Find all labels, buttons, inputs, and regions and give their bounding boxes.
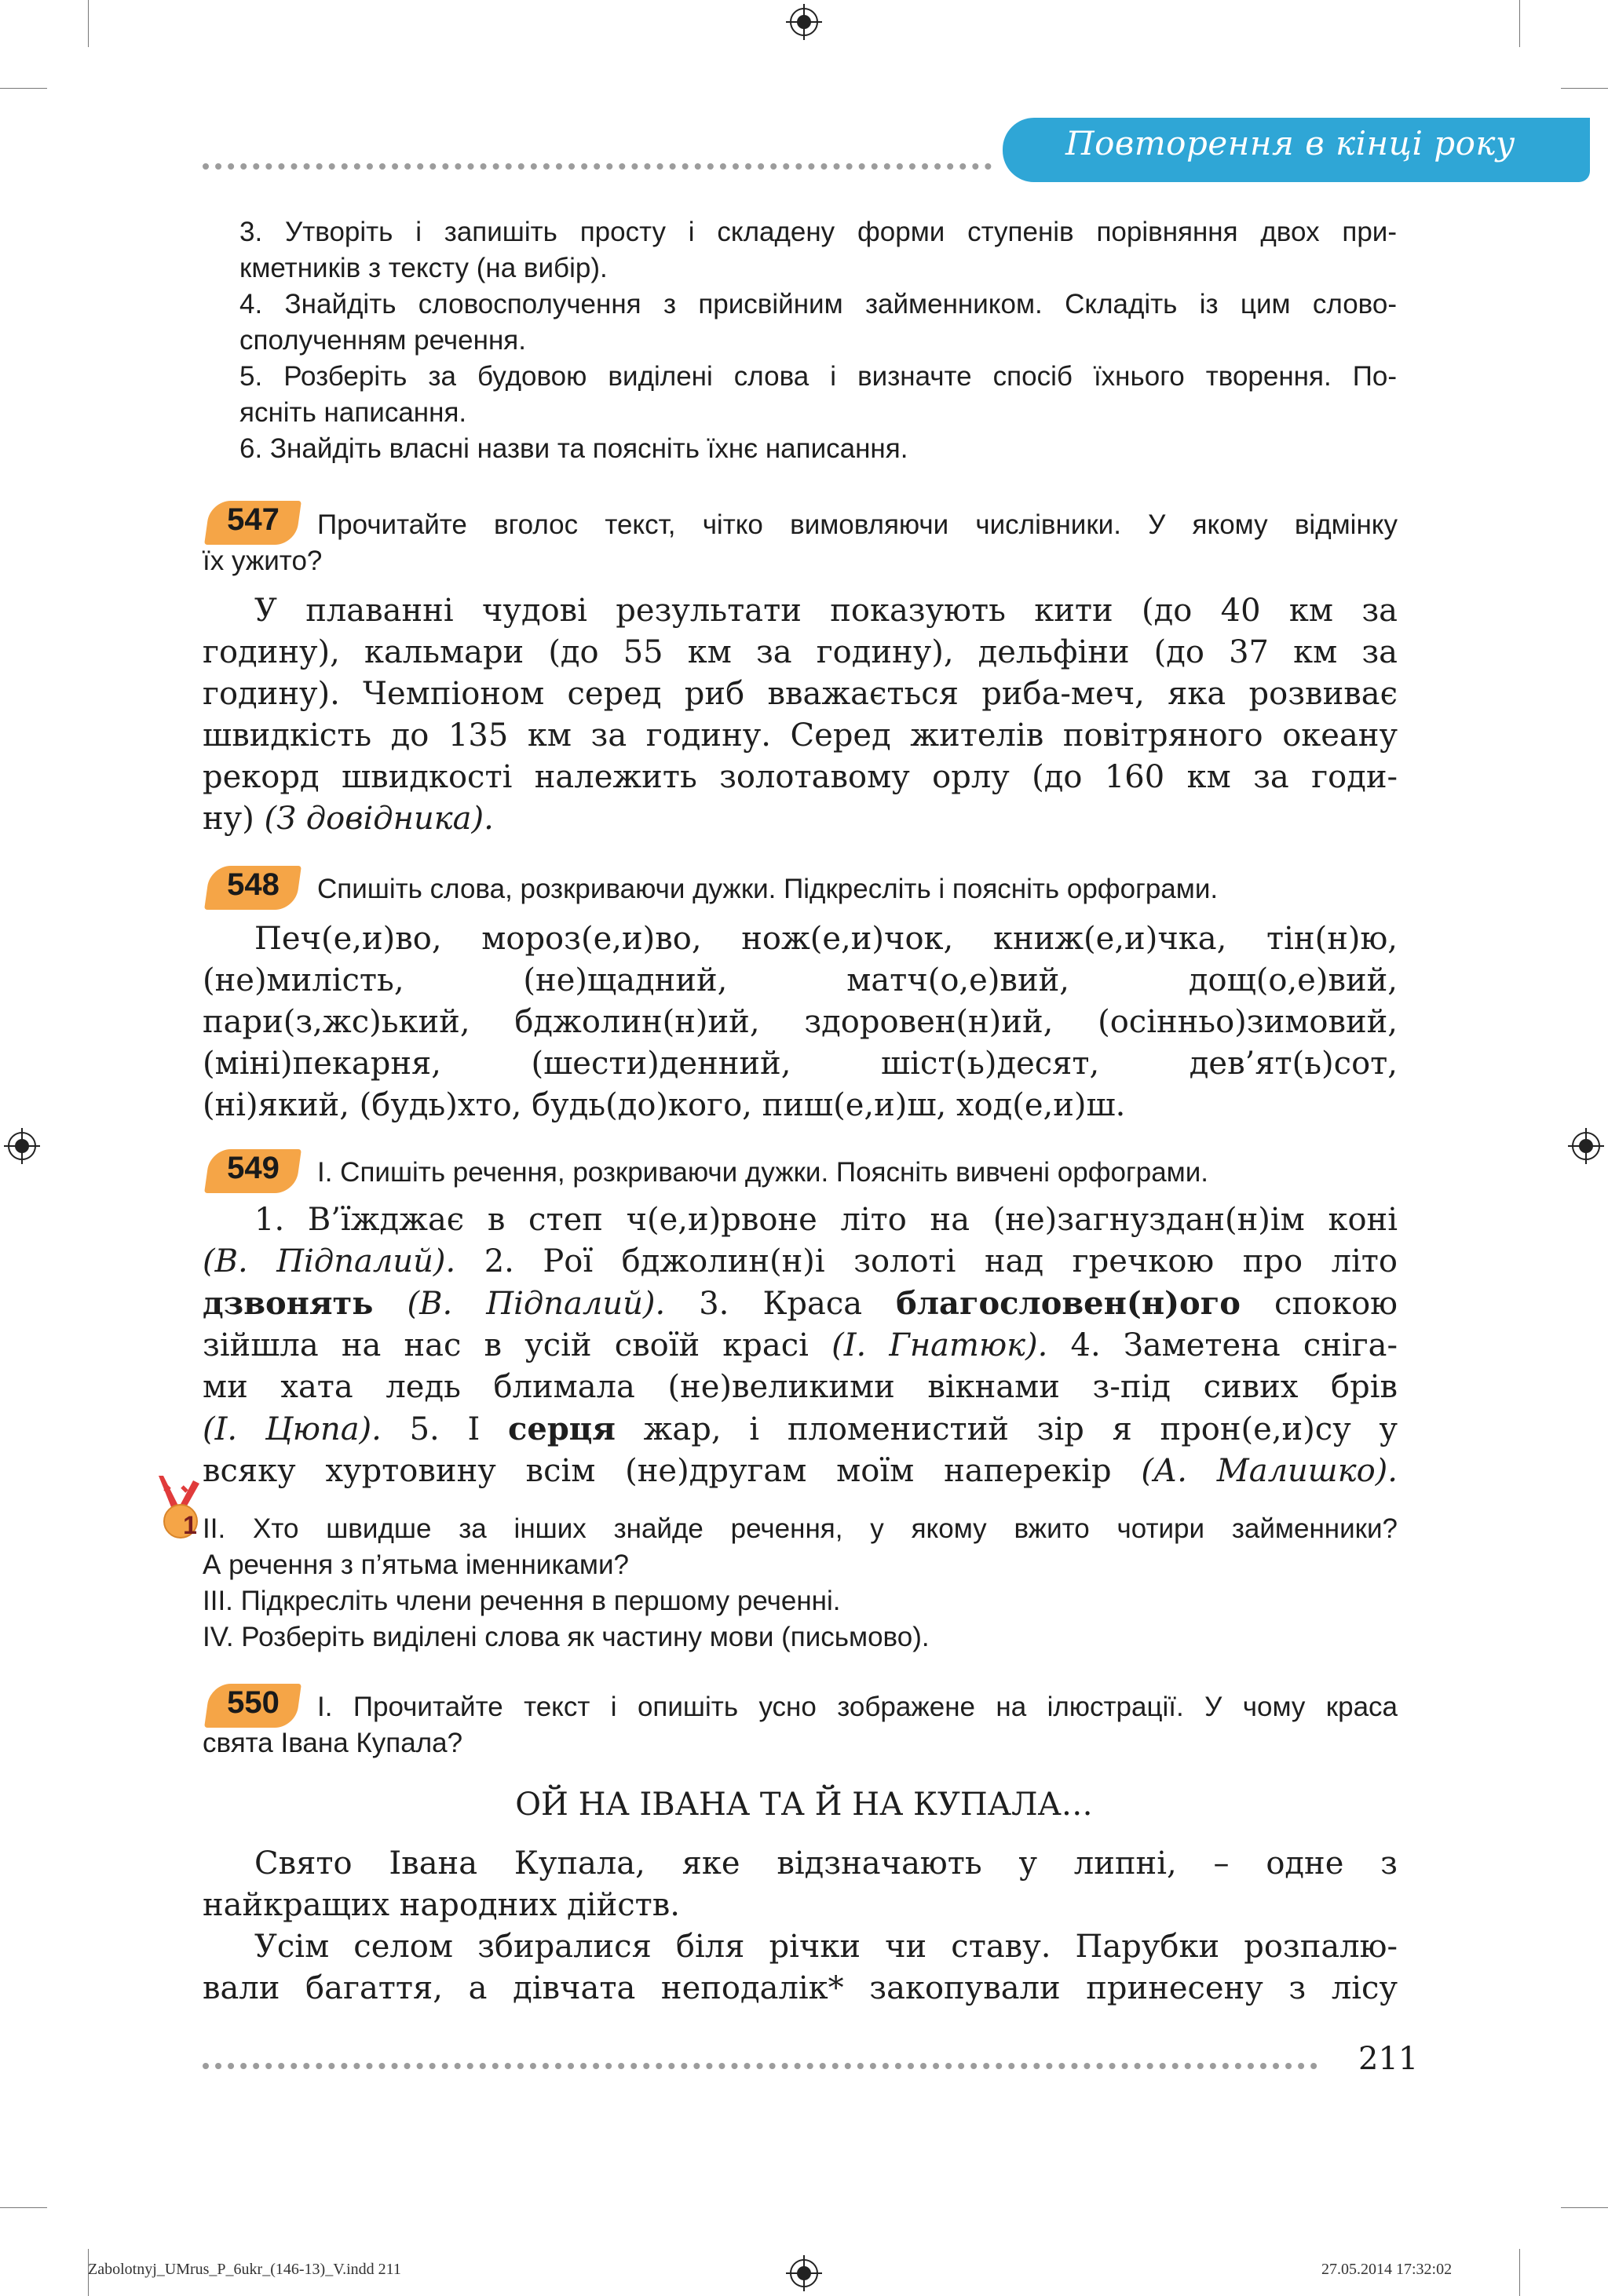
exercise-task	[317, 1155, 1398, 1191]
text-line: Свято Івана Купала, яке відзначають у липні, – одне з	[254, 1845, 1398, 1882]
text-line	[203, 1451, 1398, 1492]
text-line	[203, 1408, 1398, 1451]
task-line: сполученням речення.	[239, 325, 526, 356]
text-line: 1. В’їжджає в степ ч(е,и)рвоне літо на (не)загнуздан(н)ім коні	[254, 1202, 1398, 1238]
task-line: І. Спишіть речення, розкриваючи дужки. Поясніть вивчені орфограми.	[317, 1157, 1209, 1188]
text-line: (ні)який, (будь)хто, будь(до)кого, пиш(е,и)ш, ход(е,и)ш.	[203, 1087, 1126, 1123]
exercise-text	[203, 1199, 1398, 1492]
task-line: ясніть написання.	[239, 397, 467, 428]
text-line	[203, 1241, 1398, 1283]
text-fragment: жар, і пломенистий зір я прон(е,и)су у	[615, 1411, 1398, 1447]
text-line: У плаванні чудові результати показують кити (до 40 км за	[254, 593, 1398, 629]
text-fragment: 5. І	[381, 1411, 509, 1447]
exercise-number: 547	[227, 502, 280, 537]
exercise-number: 548	[227, 867, 280, 902]
source-citation: (І. Гнатюк).	[831, 1327, 1048, 1363]
task-line: кметників з тексту (на вибір).	[239, 253, 608, 283]
crop-mark	[1561, 88, 1608, 89]
text-line: (не)милість, (не)щадний, матч(о,е)вий, дощ(о,е)вий,	[203, 962, 1398, 998]
highlighted-word: дзвонять	[203, 1285, 374, 1322]
text-fragment: всяку хуртовину всім (не)другам моїм наперекір	[203, 1453, 1142, 1489]
crop-mark	[1561, 2207, 1608, 2208]
print-slug-date: 27.05.2014 17:32:02	[1321, 2261, 1453, 2278]
text-line: вали багаття, а дівчата неподалік* закопували принесену з лісу	[203, 1970, 1398, 2006]
text-fragment: 4. Заметена сніга-	[1047, 1327, 1398, 1363]
text-fragment: зійшла на нас в усій своїй красі	[203, 1327, 832, 1363]
text-line	[203, 798, 1398, 840]
task-line: ІІІ. Підкресліть члени речення в першому реченні.	[203, 1586, 841, 1616]
exercise-task	[203, 1511, 1398, 1655]
exercise-text	[203, 1843, 1398, 2009]
exercise-task	[203, 1689, 1398, 1761]
exercise-number-badge	[204, 1149, 302, 1193]
text-line	[203, 1283, 1398, 1325]
crop-mark	[0, 2207, 47, 2208]
medal-number: 1	[183, 1511, 197, 1539]
task-line: ІІ. Хто швидше за інших знайде речення, у якому вжито чотири займенники?	[203, 1513, 1398, 1544]
task-line: свята Івана Купала?	[203, 1728, 463, 1758]
crop-mark	[1519, 0, 1520, 47]
task-line: їх ужито?	[203, 546, 323, 576]
text-line: (міні)пекарня, (шести)денний, шіст(ь)десят, дев’ят(ь)сот,	[203, 1046, 1398, 1082]
registration-mark-icon	[4, 1128, 40, 1164]
footer-dotted-rule	[203, 2063, 1317, 2069]
task-line: 6. Знайдіть власні назви та поясніть їхнє написання.	[239, 433, 908, 464]
task-line: І. Прочитайте текст і опишіть усно зображене на ілюстрації. У чому краса	[317, 1692, 1398, 1722]
task-line: А речення з п’ятьма іменниками?	[203, 1550, 629, 1580]
registration-mark-icon	[1568, 1128, 1604, 1164]
task-line: 5. Розберіть за будовою виділені слова і визначте спосіб їхнього творення. По-	[239, 361, 1397, 392]
crop-mark	[1519, 2249, 1520, 2296]
text-line: годину). Чемпіоном серед риб вважається риба-меч, яка розвиває	[203, 676, 1398, 712]
registration-mark-icon	[786, 2255, 822, 2291]
text-line: ми хата ледь блимала (не)великими вікнами з-під сивих брів	[203, 1369, 1398, 1405]
crop-mark	[88, 0, 89, 47]
text-fragment: спокою	[1240, 1286, 1398, 1322]
source-citation: (І. Цюпа).	[203, 1411, 382, 1447]
exercise-number: 549	[227, 1151, 280, 1185]
registration-mark-icon	[786, 4, 822, 40]
task-line: IV. Розберіть виділені слова як частину мови (письмово).	[203, 1622, 930, 1652]
text-line: Печ(е,и)во, мороз(е,и)во, нож(е,и)чок, книж(е,и)чка, тін(н)ю,	[254, 921, 1398, 957]
text-fragment: 3. Краса	[665, 1286, 897, 1322]
source-citation: (В. Підпалий).	[203, 1243, 456, 1279]
exercise-number: 550	[227, 1685, 280, 1720]
text-line: найкращих народних дійств.	[203, 1887, 681, 1923]
print-slug-file: Zabolotnyj_UMrus_P_6ukr_(146-13)_V.indd 211	[88, 2261, 401, 2278]
task-line: Спишіть слова, розкриваючи дужки. Підкресліть і поясніть орфограми.	[317, 874, 1219, 904]
exercise-text	[203, 918, 1398, 1126]
text-line: швидкість до 135 км за годину. Серед жителів повітряного океану	[203, 717, 1398, 754]
task-line: 3. Утворіть і запишіть просту і складену форми ступенів порівняння двох при-	[239, 217, 1397, 247]
highlighted-word: серця	[508, 1411, 616, 1447]
header-dotted-rule	[203, 163, 992, 170]
task-list	[239, 214, 1397, 467]
text-fragment: ну)	[203, 801, 254, 837]
task-line: Прочитайте вголос текст, чітко вимовляючи числівники. У якому відмінку	[317, 509, 1398, 540]
text-line	[203, 1325, 1398, 1367]
text-line: пари(з,жс)ький, бджолин(н)ий, здоровен(н)ий, (осінньо)зимовий,	[203, 1004, 1398, 1040]
highlighted-word: благословен(н)ого	[896, 1285, 1241, 1322]
task-line: 4. Знайдіть словосполучення з присвійним займенником. Складіть із цим слово-	[239, 289, 1397, 319]
text-line: годину), кальмари (до 55 км за годину), дельфіни (до 37 км за	[203, 634, 1398, 670]
source-citation: (В. Підпалий).	[373, 1286, 666, 1322]
exercise-number-badge	[204, 866, 302, 910]
exercise-task	[317, 871, 1398, 907]
text-fragment: 2. Рої бджолин(н)і золоті над гречкою про літо	[455, 1243, 1398, 1279]
source-citation: (А. Малишко).	[1141, 1453, 1398, 1489]
exercise-text	[203, 590, 1398, 840]
text-line: Усім селом збиралися біля річки чи ставу. Парубки розпалю-	[254, 1929, 1398, 1965]
page-number: 211	[1358, 2041, 1419, 2077]
crop-mark	[0, 88, 47, 89]
section-banner-title: Повторення в кінці року	[1065, 124, 1515, 162]
source-citation: (З довідника).	[264, 801, 494, 837]
exercise-task	[203, 507, 1398, 579]
text-title: ОЙ НА ІВАНА ТА Й НА КУПАЛА…	[515, 1787, 1093, 1823]
text-line: рекорд швидкості належить золотавому орлу (до 160 км за годи-	[203, 759, 1398, 795]
